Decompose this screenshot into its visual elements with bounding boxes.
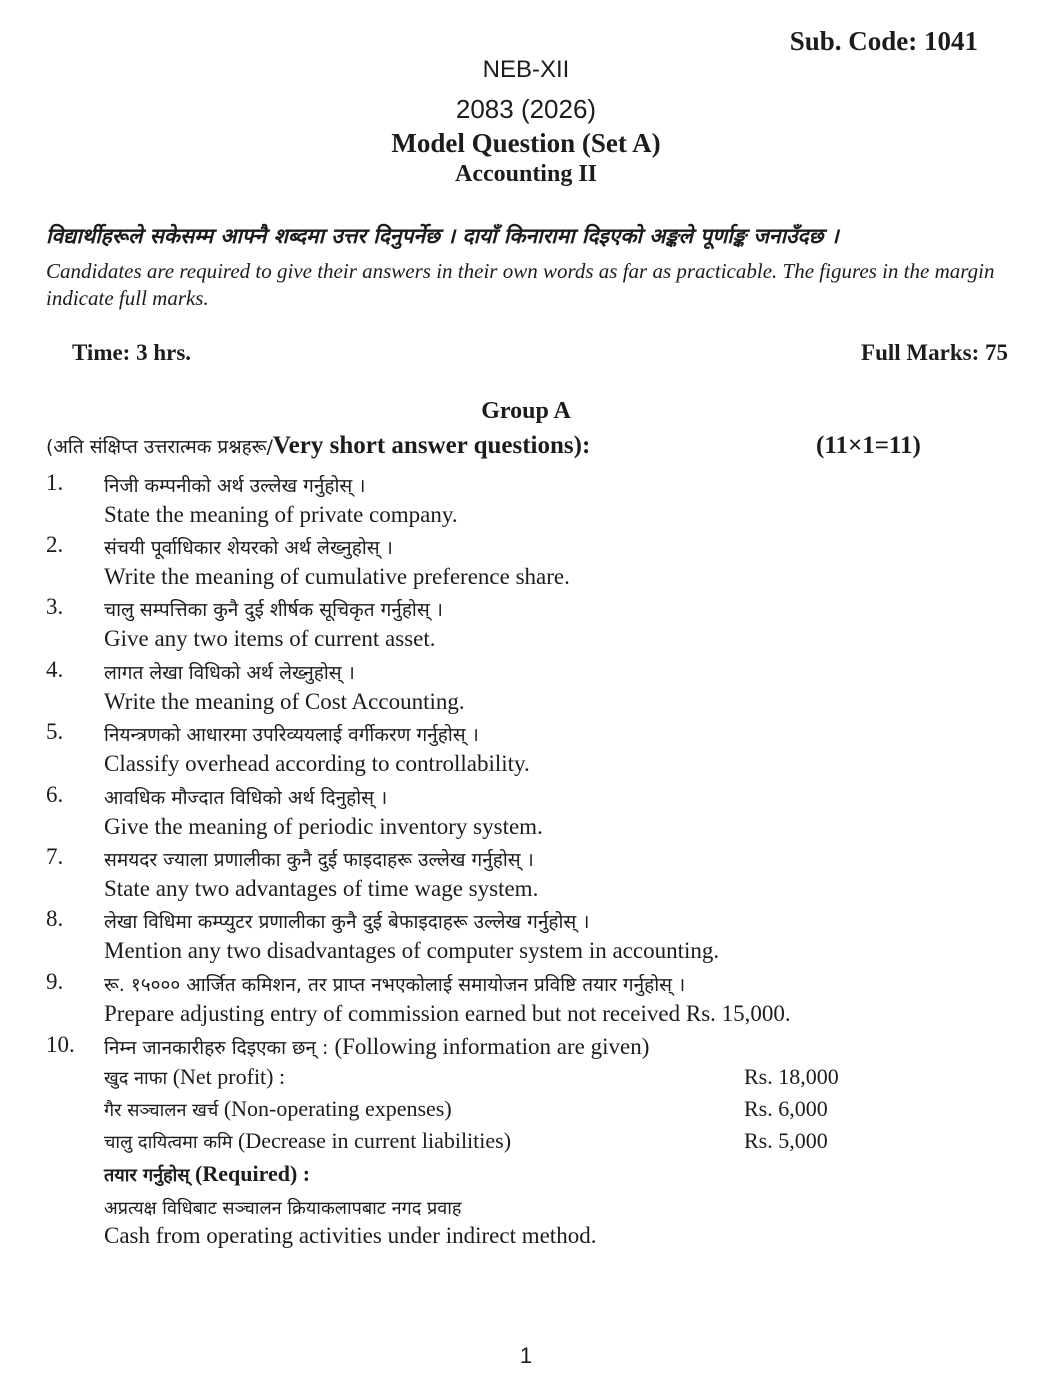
group-marks: (11×1=11)	[816, 432, 921, 459]
time-allowed: Time: 3 hrs.	[72, 340, 192, 365]
question-number: 4.	[46, 657, 64, 682]
group-subtitle-english: Very short answer questions):	[272, 432, 591, 459]
info-label-english: (Net profit) :	[172, 1064, 286, 1089]
question-text-nepali: संचयी पूर्वाधिकार शेयरको अर्थ लेख्नुहोस् ।	[104, 537, 393, 559]
question-text-nepali: चालु सम्पत्तिका कुनै दुई शीर्षक सूचिकृत गर्नुहोस् ।	[104, 599, 443, 621]
question-text-english: Write the meaning of Cost Accounting.	[104, 689, 465, 714]
subject-name: Accounting II	[454, 161, 598, 187]
info-item	[104, 1096, 452, 1122]
question-intro-nepali: निम्न जानकारीहरु दिइएका छन् :	[104, 1037, 329, 1059]
group-subtitle-nepali: (अति संक्षिप्त उत्तरात्मक प्रश्नहरू/	[46, 436, 273, 458]
question-text-nepali: नियन्त्रणको आधारमा उपरिव्ययलाई वर्गीकरण गर्नुहोस् ।	[104, 724, 479, 746]
info-amount: Rs. 6,000	[744, 1096, 828, 1121]
question-number: 6.	[46, 782, 64, 807]
info-label-nepali: चालु दायित्वमा कमि	[104, 1132, 233, 1153]
question-text-english: Classify overhead according to controllability.	[104, 751, 530, 776]
instructions-english: Candidates are required to give their answers in their own words as far as practicable. The figures in the margin indicate full marks.	[46, 259, 995, 310]
question-text-english: State the meaning of private company.	[104, 502, 458, 527]
question-text-nepali: समयदर ज्याला प्रणालीका कुनै दुई फाइदाहरू उल्लेख गर्नुहोस् ।	[104, 849, 534, 871]
required-label-nepali: तयार गर्नुहोस्	[104, 1165, 190, 1186]
full-marks: Full Marks: 75	[861, 340, 1008, 365]
required-label	[104, 1161, 310, 1187]
group-title: Group A	[481, 398, 571, 424]
question-text-english: State any two advantages of time wage system.	[104, 876, 539, 901]
required-task-english: Cash from operating activities under indirect method.	[104, 1223, 597, 1248]
question-text-nepali: लेखा विधिमा कम्प्युटर प्रणालीका कुनै दुई बेफाइदाहरू उल्लेख गर्नुहोस् ।	[104, 911, 590, 933]
page-number: 1	[519, 1343, 533, 1368]
instructions-nepali: विद्यार्थीहरूले सकेसम्म आफ्नै शब्दमा उत्तर दिनुपर्नेछ । दायाँ किनारामा दिइएको अङ्कले पूर्णाङ्क जनाउँदछ ।	[46, 224, 839, 248]
question-number: 9.	[46, 969, 64, 994]
question-number: 5.	[46, 719, 64, 744]
question-intro-english: (Following information are given)	[334, 1034, 650, 1059]
info-amount: Rs. 18,000	[744, 1064, 839, 1089]
group-subtitle	[46, 432, 590, 460]
question-number: 3.	[46, 594, 64, 619]
question-text-nepali: रू. १५००० आर्जित कमिशन, तर प्राप्त नभएकोलाई समायोजन प्रविष्टि तयार गर्नुहोस् ।	[104, 974, 686, 996]
question-number: 1.	[46, 470, 64, 495]
info-label-english: (Non-operating expenses)	[223, 1096, 452, 1121]
question-text-english: Give any two items of current asset.	[104, 626, 436, 651]
info-label-nepali: खुद नाफा	[104, 1068, 168, 1089]
question-number: 7.	[46, 844, 64, 869]
info-item	[104, 1128, 511, 1154]
info-item	[104, 1064, 285, 1090]
question-text-nepali: निजी कम्पनीको अर्थ उल्लेख गर्नुहोस् ।	[104, 475, 366, 497]
question-text-nepali: लागत लेखा विधिको अर्थ लेख्नुहोस् ।	[104, 662, 355, 684]
question-number: 8.	[46, 906, 64, 931]
exam-year: 2083 (2026)	[455, 94, 597, 124]
question-text-english: Mention any two disadvantages of computer system in accounting.	[104, 938, 720, 963]
info-label-english: (Decrease in current liabilities)	[238, 1128, 512, 1153]
question-number: 2.	[46, 532, 64, 557]
required-label-english: (Required) :	[195, 1161, 311, 1186]
question-text-nepali: आवधिक मौज्दात विधिको अर्थ दिनुहोस् ।	[104, 787, 388, 809]
question-text-english: Write the meaning of cumulative preference share.	[104, 564, 570, 589]
info-label-nepali: गैर सञ्चालन खर्च	[104, 1100, 219, 1121]
info-amount: Rs. 5,000	[744, 1128, 828, 1153]
question-number: 10.	[46, 1032, 75, 1057]
subject-code: Sub. Code: 1041	[789, 26, 978, 56]
question-text-english: Prepare adjusting entry of commission earned but not received Rs. 15,000.	[104, 1001, 791, 1026]
board-label: NEB-XII	[482, 56, 570, 83]
question-text-english: Give the meaning of periodic inventory system.	[104, 814, 543, 839]
paper-title: Model Question (Set A)	[391, 128, 661, 158]
required-task-nepali: अप्रत्यक्ष विधिबाट सञ्चालन क्रियाकलापबाट नगद प्रवाह	[104, 1198, 462, 1219]
question-intro	[104, 1034, 649, 1060]
